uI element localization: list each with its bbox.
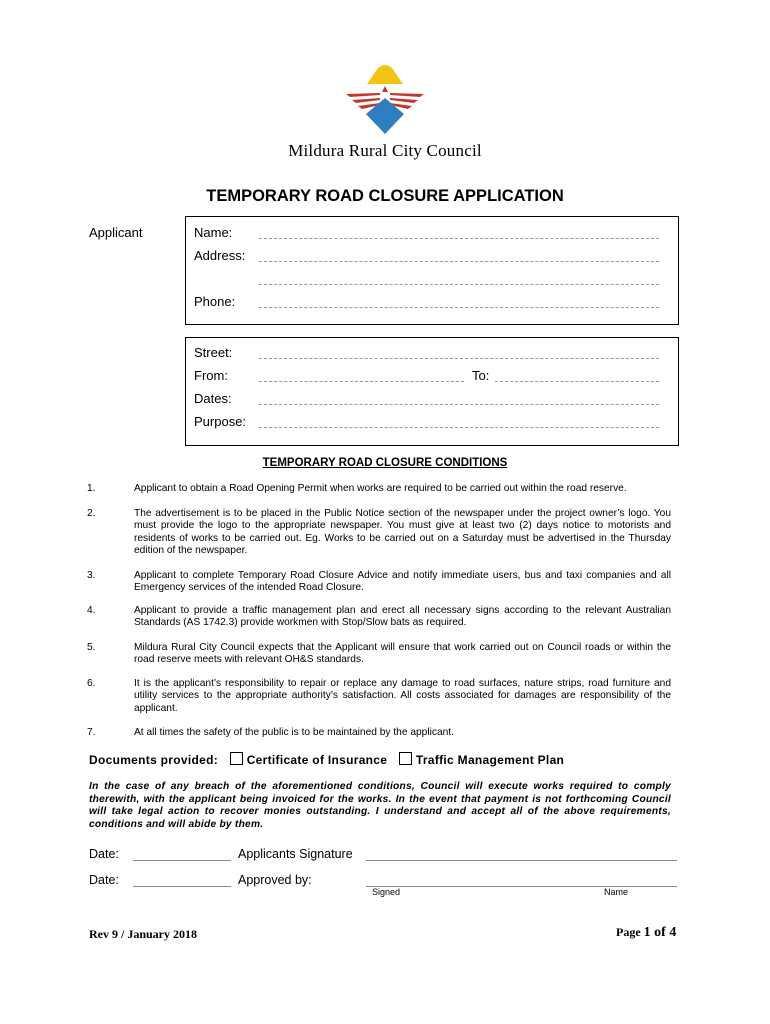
certificate-insurance-label: Certificate of Insurance <box>246 753 388 767</box>
condition-text: It is the applicant’s responsibility to repair or replace any damage to road surfaces, nature strips, road furniture and utility services to the appropriate authority’s satisfaction. All costs associated for damages are responsibility of the applicant. <box>134 678 671 714</box>
closure-box <box>185 337 679 446</box>
name-field[interactable] <box>259 238 659 239</box>
phone-label: Phone: <box>194 294 236 309</box>
condition-number: 7. <box>87 727 96 738</box>
applicant-box <box>185 216 679 325</box>
traffic-plan-label: Traffic Management Plan <box>415 753 565 767</box>
applicant-section-label: Applicant <box>89 225 143 240</box>
traffic-plan-checkbox[interactable] <box>399 752 412 765</box>
approved-by-label: Approved by: <box>238 873 312 887</box>
name-label: Name: <box>194 225 233 240</box>
date-field-2[interactable] <box>133 886 231 887</box>
council-name: Mildura Rural City Council <box>288 141 482 160</box>
condition-text: The advertisement is to be placed in the Public Notice section of the newspaper under the project owner’s logo. You must provide the logo to the appropriate newspaper. You must give at least two (2) days notice to motorists and residents of works to be carried out. Eg. Works to be carried out on a Saturday must be advertised in the Thursday edition of the newspaper. <box>134 508 671 557</box>
address-field-line1[interactable] <box>259 261 659 262</box>
documents-provided-row <box>89 752 564 767</box>
purpose-field[interactable] <box>259 427 659 428</box>
phone-field[interactable] <box>259 307 659 308</box>
page-count: 1 of 4 <box>643 925 677 940</box>
condition-number: 3. <box>87 570 96 581</box>
condition-number: 6. <box>87 678 96 689</box>
condition-number: 5. <box>87 642 96 653</box>
logo-emblem-icon <box>340 62 430 138</box>
address-field-line2[interactable] <box>259 284 659 285</box>
applicant-signature-label: Applicants Signature <box>238 847 353 861</box>
from-field[interactable] <box>259 381 464 382</box>
page-number <box>616 925 676 941</box>
approved-by-field[interactable] <box>366 886 677 887</box>
name-caption: Name <box>604 887 629 897</box>
condition-text: Applicant to obtain a Road Opening Permit when works are required to be carried out within the road reserve. <box>134 483 627 494</box>
to-field[interactable] <box>495 381 659 382</box>
condition-text: Mildura Rural City Council expects that the Applicant will ensure that work carried out on Council roads or within the road reserve meets with relevant OH&S standards. <box>134 642 671 666</box>
condition-text: Applicant to complete Temporary Road Closure Advice and notify immediate users, bus and taxi companies and all Emergency services of the intended Road Closure. <box>134 570 671 594</box>
from-label: From: <box>194 368 228 383</box>
condition-number: 4. <box>87 605 96 616</box>
condition-text: Applicant to provide a traffic management plan and erect all necessary signs according to the relevant Australian Standards (AS 1742.3) provide workmen with Stop/Slow bats as required. <box>134 605 671 629</box>
dates-field[interactable] <box>259 404 659 405</box>
page-word: Page <box>616 925 641 939</box>
street-label: Street: <box>194 345 233 360</box>
condition-text: At all times the safety of the public is to be maintained by the applicant. <box>134 727 454 738</box>
date-label-1: Date: <box>89 847 119 861</box>
to-label: To: <box>472 368 490 383</box>
street-field[interactable] <box>259 358 659 359</box>
conditions-title: TEMPORARY ROAD CLOSURE CONDITIONS <box>262 457 508 469</box>
dates-label: Dates: <box>194 391 232 406</box>
condition-number: 2. <box>87 508 96 519</box>
date-label-2: Date: <box>89 873 119 887</box>
address-label: Address: <box>194 248 246 263</box>
revision-footer: Rev 9 / January 2018 <box>89 927 197 941</box>
condition-number: 1. <box>87 483 96 494</box>
purpose-label: Purpose: <box>194 414 247 429</box>
documents-label: Documents provided: <box>89 753 219 767</box>
date-field-1[interactable] <box>133 860 231 861</box>
signed-caption: Signed <box>372 887 401 897</box>
certificate-insurance-checkbox[interactable] <box>230 752 243 765</box>
breach-notice: In the case of any breach of the aforementioned conditions, Council will execute works required to comply therewith, with the applicant being invoiced for the works. In the event that payment is not forthcoming Council will take legal action to recover monies outstanding. I understand and accept all of the above requirements, conditions and will abide by them. <box>89 781 671 830</box>
applicant-signature-field[interactable] <box>366 860 677 861</box>
council-logo <box>340 62 430 138</box>
page-title: TEMPORARY ROAD CLOSURE APPLICATION <box>206 187 564 205</box>
